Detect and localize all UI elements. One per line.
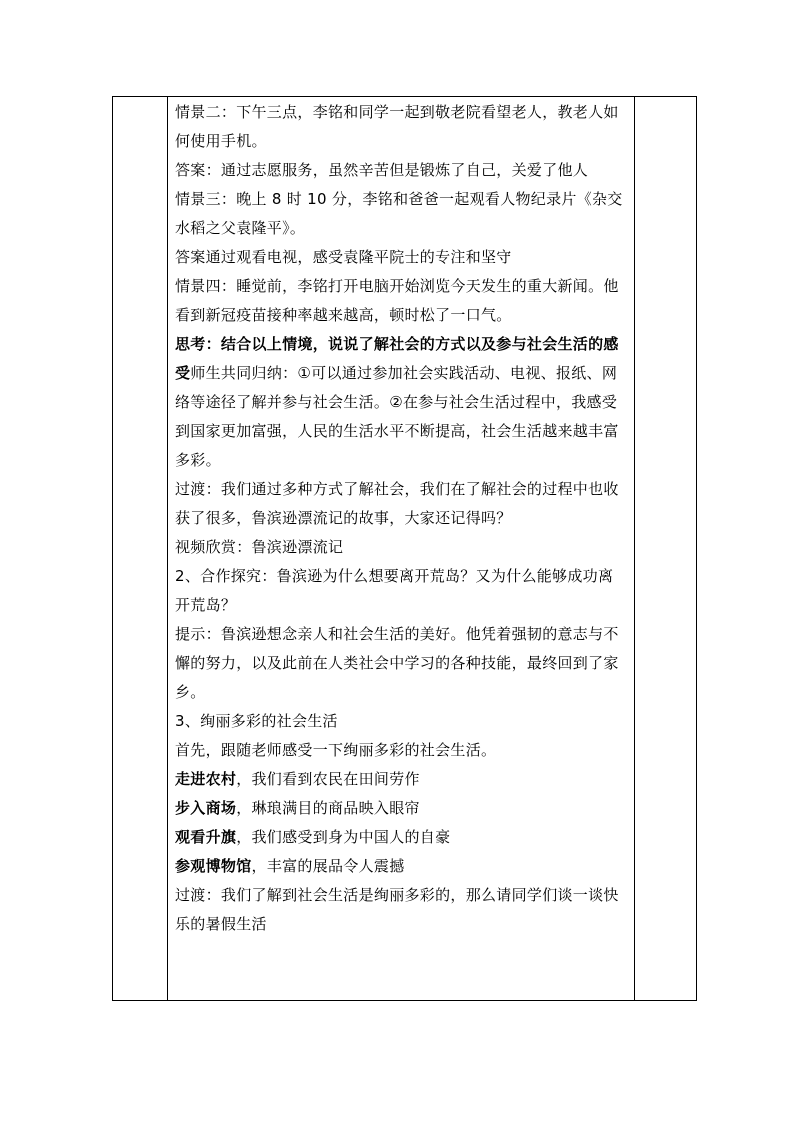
content-block — [175, 97, 628, 939]
paragraph — [175, 794, 628, 823]
paragraph — [175, 620, 628, 707]
right-column-cell — [635, 97, 697, 1001]
text-segment: 提示：鲁滨逊想念亲人和社会生活的美好。他凭着强韧的意志与不懈的努力，以及此前在人类社会中学习的各种技能，最终回到了家乡。 — [175, 625, 619, 701]
text-segment: 3、绚丽多彩的社会生活 — [175, 712, 338, 730]
text-segment: 答案：通过志愿服务，虽然辛苦但是锻炼了自己，关爱了他人 — [175, 161, 589, 179]
paragraph — [175, 765, 628, 794]
bold-text-segment: 走进农村 — [175, 770, 237, 788]
bold-text-segment: 步入商场 — [175, 799, 237, 817]
lesson-table — [112, 96, 697, 1001]
paragraph — [175, 852, 628, 881]
text-segment: 情景三：晚上 8 时 10 分，李铭和爸爸一起观看人物纪录片《杂交水稻之父袁隆平》。 — [175, 190, 623, 237]
paragraph — [175, 330, 628, 475]
text-segment: ，我们感受到身为中国人的自豪 — [236, 828, 451, 846]
bold-text-segment: 参观博物馆 — [175, 857, 252, 875]
left-column-cell — [113, 97, 168, 1001]
table-row — [113, 97, 697, 1001]
text-segment: 师生共同归纳：①可以通过参加社会实践活动、电视、报纸、网络等途径了解并参与社会生活。②在参与社会生活过程中，我感受到国家更加富强，人民的生活水平不断提高，社会生活越来越丰富多彩。 — [175, 364, 619, 469]
paragraph — [175, 562, 628, 620]
text-segment: 情景四：睡觉前，李铭打开电脑开始浏览今天发生的重大新闻。他看到新冠疫苗接种率越来越高，顿时松了一口气。 — [175, 277, 619, 324]
paragraph — [175, 98, 628, 156]
text-segment: 答案通过观看电视，感受袁隆平院士的专注和坚守 — [175, 248, 512, 266]
paragraph — [175, 823, 628, 852]
paragraph — [175, 881, 628, 939]
bold-text-segment: 思考：结合以上情境，说说了解社会的方式以及参与社会生活的感受 — [175, 335, 619, 382]
text-segment: 视频欣赏：鲁滨逊漂流记 — [175, 538, 344, 556]
paragraph — [175, 707, 628, 736]
text-segment: ，琳琅满目的商品映入眼帘 — [236, 799, 420, 817]
content-cell — [168, 97, 635, 1001]
bold-text-segment: 观看升旗 — [175, 828, 237, 846]
text-segment: 过渡：我们了解到社会生活是绚丽多彩的，那么请同学们谈一谈快乐的暑假生活 — [175, 886, 619, 933]
text-segment: 过渡：我们通过多种方式了解社会，我们在了解社会的过程中也收获了很多，鲁滨逊漂流记的故事，大家还记得吗？ — [175, 480, 619, 527]
paragraph — [175, 533, 628, 562]
text-segment: 首先，跟随老师感受一下绚丽多彩的社会生活。 — [175, 741, 497, 759]
paragraph — [175, 185, 628, 243]
paragraph — [175, 272, 628, 330]
paragraph — [175, 243, 628, 272]
text-segment: ，丰富的展品令人震撼 — [251, 857, 405, 875]
text-segment: 情景二：下午三点，李铭和同学一起到敬老院看望老人，教老人如何使用手机。 — [175, 103, 619, 150]
paragraph — [175, 736, 628, 765]
text-segment: ，我们看到农民在田间劳作 — [236, 770, 420, 788]
paragraph — [175, 475, 628, 533]
paragraph — [175, 156, 628, 185]
text-segment: 2、合作探究：鲁滨逊为什么想要离开荒岛？又为什么能够成功离开荒岛？ — [175, 567, 614, 614]
